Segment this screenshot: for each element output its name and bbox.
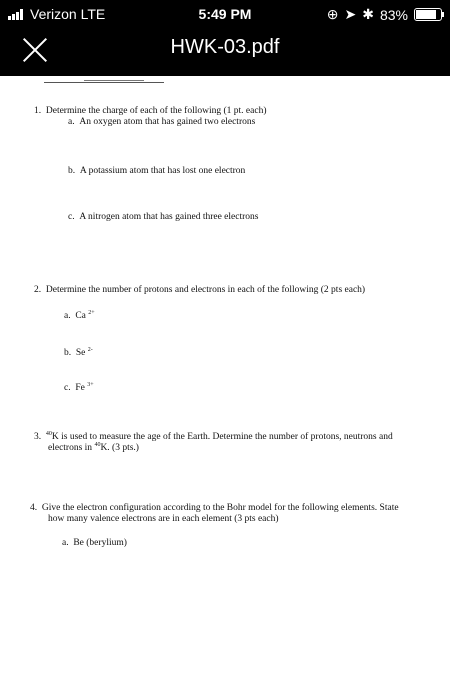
battery-percent: 83%: [379, 6, 408, 23]
question-1: 1. Determine the charge of each of the following (1 pt. each): [34, 106, 267, 116]
battery-icon: [414, 8, 442, 21]
question-3-line2: electrons in $^{40}$K. (3 pts.): [48, 442, 139, 454]
carrier-label: Verizon LTE: [30, 6, 106, 22]
top-bar: [0, 0, 450, 76]
question-3: 3. $^{40}$K is used to measure the age of the Earth. Determine the number of protons, neutrons and: [34, 431, 393, 443]
question-2c: c. Fe $^{3+}$: [64, 382, 94, 394]
question-2: 2. Determine the number of protons and electrons in each of the following (2 pts each): [34, 285, 366, 295]
status-icons: [327, 6, 442, 23]
location-icon: ➤: [344, 6, 357, 22]
rotation-lock-icon: ⊕: [326, 6, 339, 22]
name-line: [44, 74, 164, 83]
question-2b: b. Se $^{2-}$: [64, 347, 93, 359]
document-title: HWK-03.pdf: [170, 36, 280, 58]
question-4: 4. Give the electron configuration according to the Bohr model for the following elements. State: [30, 503, 399, 513]
question-1a: a. An oxygen atom that has gained two electrons: [68, 117, 256, 127]
question-1b: b. A potassium atom that has lost one electron: [68, 166, 246, 176]
pdf-page: [0, 76, 450, 700]
question-2a: a. Ca $^{2+}$: [64, 310, 95, 322]
status-bar: [0, 6, 450, 22]
question-4a: a. Be (berylium): [62, 538, 127, 548]
question-4-line2: how many valence electrons are in each element (3 pts each): [48, 514, 279, 524]
question-1c: c. A nitrogen atom that has gained three electrons: [68, 212, 259, 222]
bluetooth-icon: ✱: [362, 6, 374, 22]
clock: 5:49 PM: [198, 6, 252, 22]
